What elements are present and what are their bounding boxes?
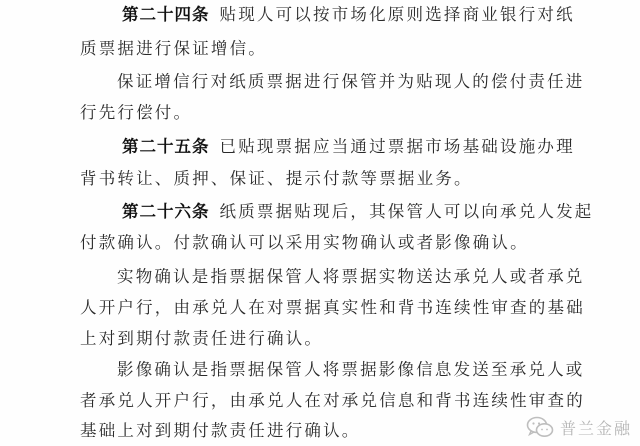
image-confirm-line-3 <box>80 421 361 441</box>
guarantee-para-line-2 <box>80 103 192 123</box>
article-26-text-1: 纸质票据贴现后，其保管人可以向承兑人发起 <box>219 202 594 221</box>
article-24-line-2 <box>80 39 267 59</box>
article-25-line-1 <box>122 137 575 157</box>
physical-confirm-line-2 <box>80 298 585 318</box>
image-confirm-line-1 <box>117 360 585 380</box>
wechat-icon <box>526 416 554 438</box>
watermark-text: 普兰金融 <box>559 418 632 438</box>
article-24-number: 第二十四条 <box>122 5 210 24</box>
physical-confirm-text-3: 上对到期付款责任进行确认。 <box>80 329 324 348</box>
article-25-line-2 <box>80 169 473 189</box>
physical-confirm-text-1: 实物确认是指票据保管人将票据实物送达承兑人或者承兑 <box>117 267 585 286</box>
article-25-text-1: 已贴现票据应当通过票据市场基础设施办理 <box>219 137 575 156</box>
image-confirm-text-1: 影像确认是指票据保管人将票据影像信息发送至承兑人或 <box>117 360 585 379</box>
article-24-line-1 <box>122 5 575 25</box>
guarantee-para-line-1 <box>117 72 585 92</box>
article-26-text-2: 付款确认。付款确认可以采用实物确认或者影像确认。 <box>80 233 529 252</box>
image-confirm-text-3: 基础上对到期付款责任进行确认。 <box>80 421 361 440</box>
guarantee-para-text-1: 保证增信行对纸质票据进行保管并为贴现人的偿付责任进 <box>117 72 585 91</box>
image-confirm-line-2 <box>80 391 585 411</box>
watermark <box>526 414 632 440</box>
physical-confirm-line-1 <box>117 267 585 287</box>
article-25-number: 第二十五条 <box>122 137 210 156</box>
guarantee-para-text-2: 行先行偿付。 <box>80 103 193 122</box>
physical-confirm-line-3 <box>80 329 323 349</box>
article-25-text-2: 背书转让、质押、保证、提示付款等票据业务。 <box>80 169 473 188</box>
article-24-text-2: 质票据进行保证增信。 <box>80 39 267 58</box>
article-26-number: 第二十六条 <box>122 202 210 221</box>
article-24-text-1: 贴现人可以按市场化原则选择商业银行对纸 <box>219 5 575 24</box>
image-confirm-text-2: 者承兑人开户行，由承兑人在对承兑信息和背书连续性审查的 <box>80 391 585 410</box>
article-26-line-2 <box>80 233 529 253</box>
article-26-line-1 <box>122 202 594 222</box>
physical-confirm-text-2: 人开户行，由承兑人在对票据真实性和背书连续性审查的基础 <box>80 298 585 317</box>
